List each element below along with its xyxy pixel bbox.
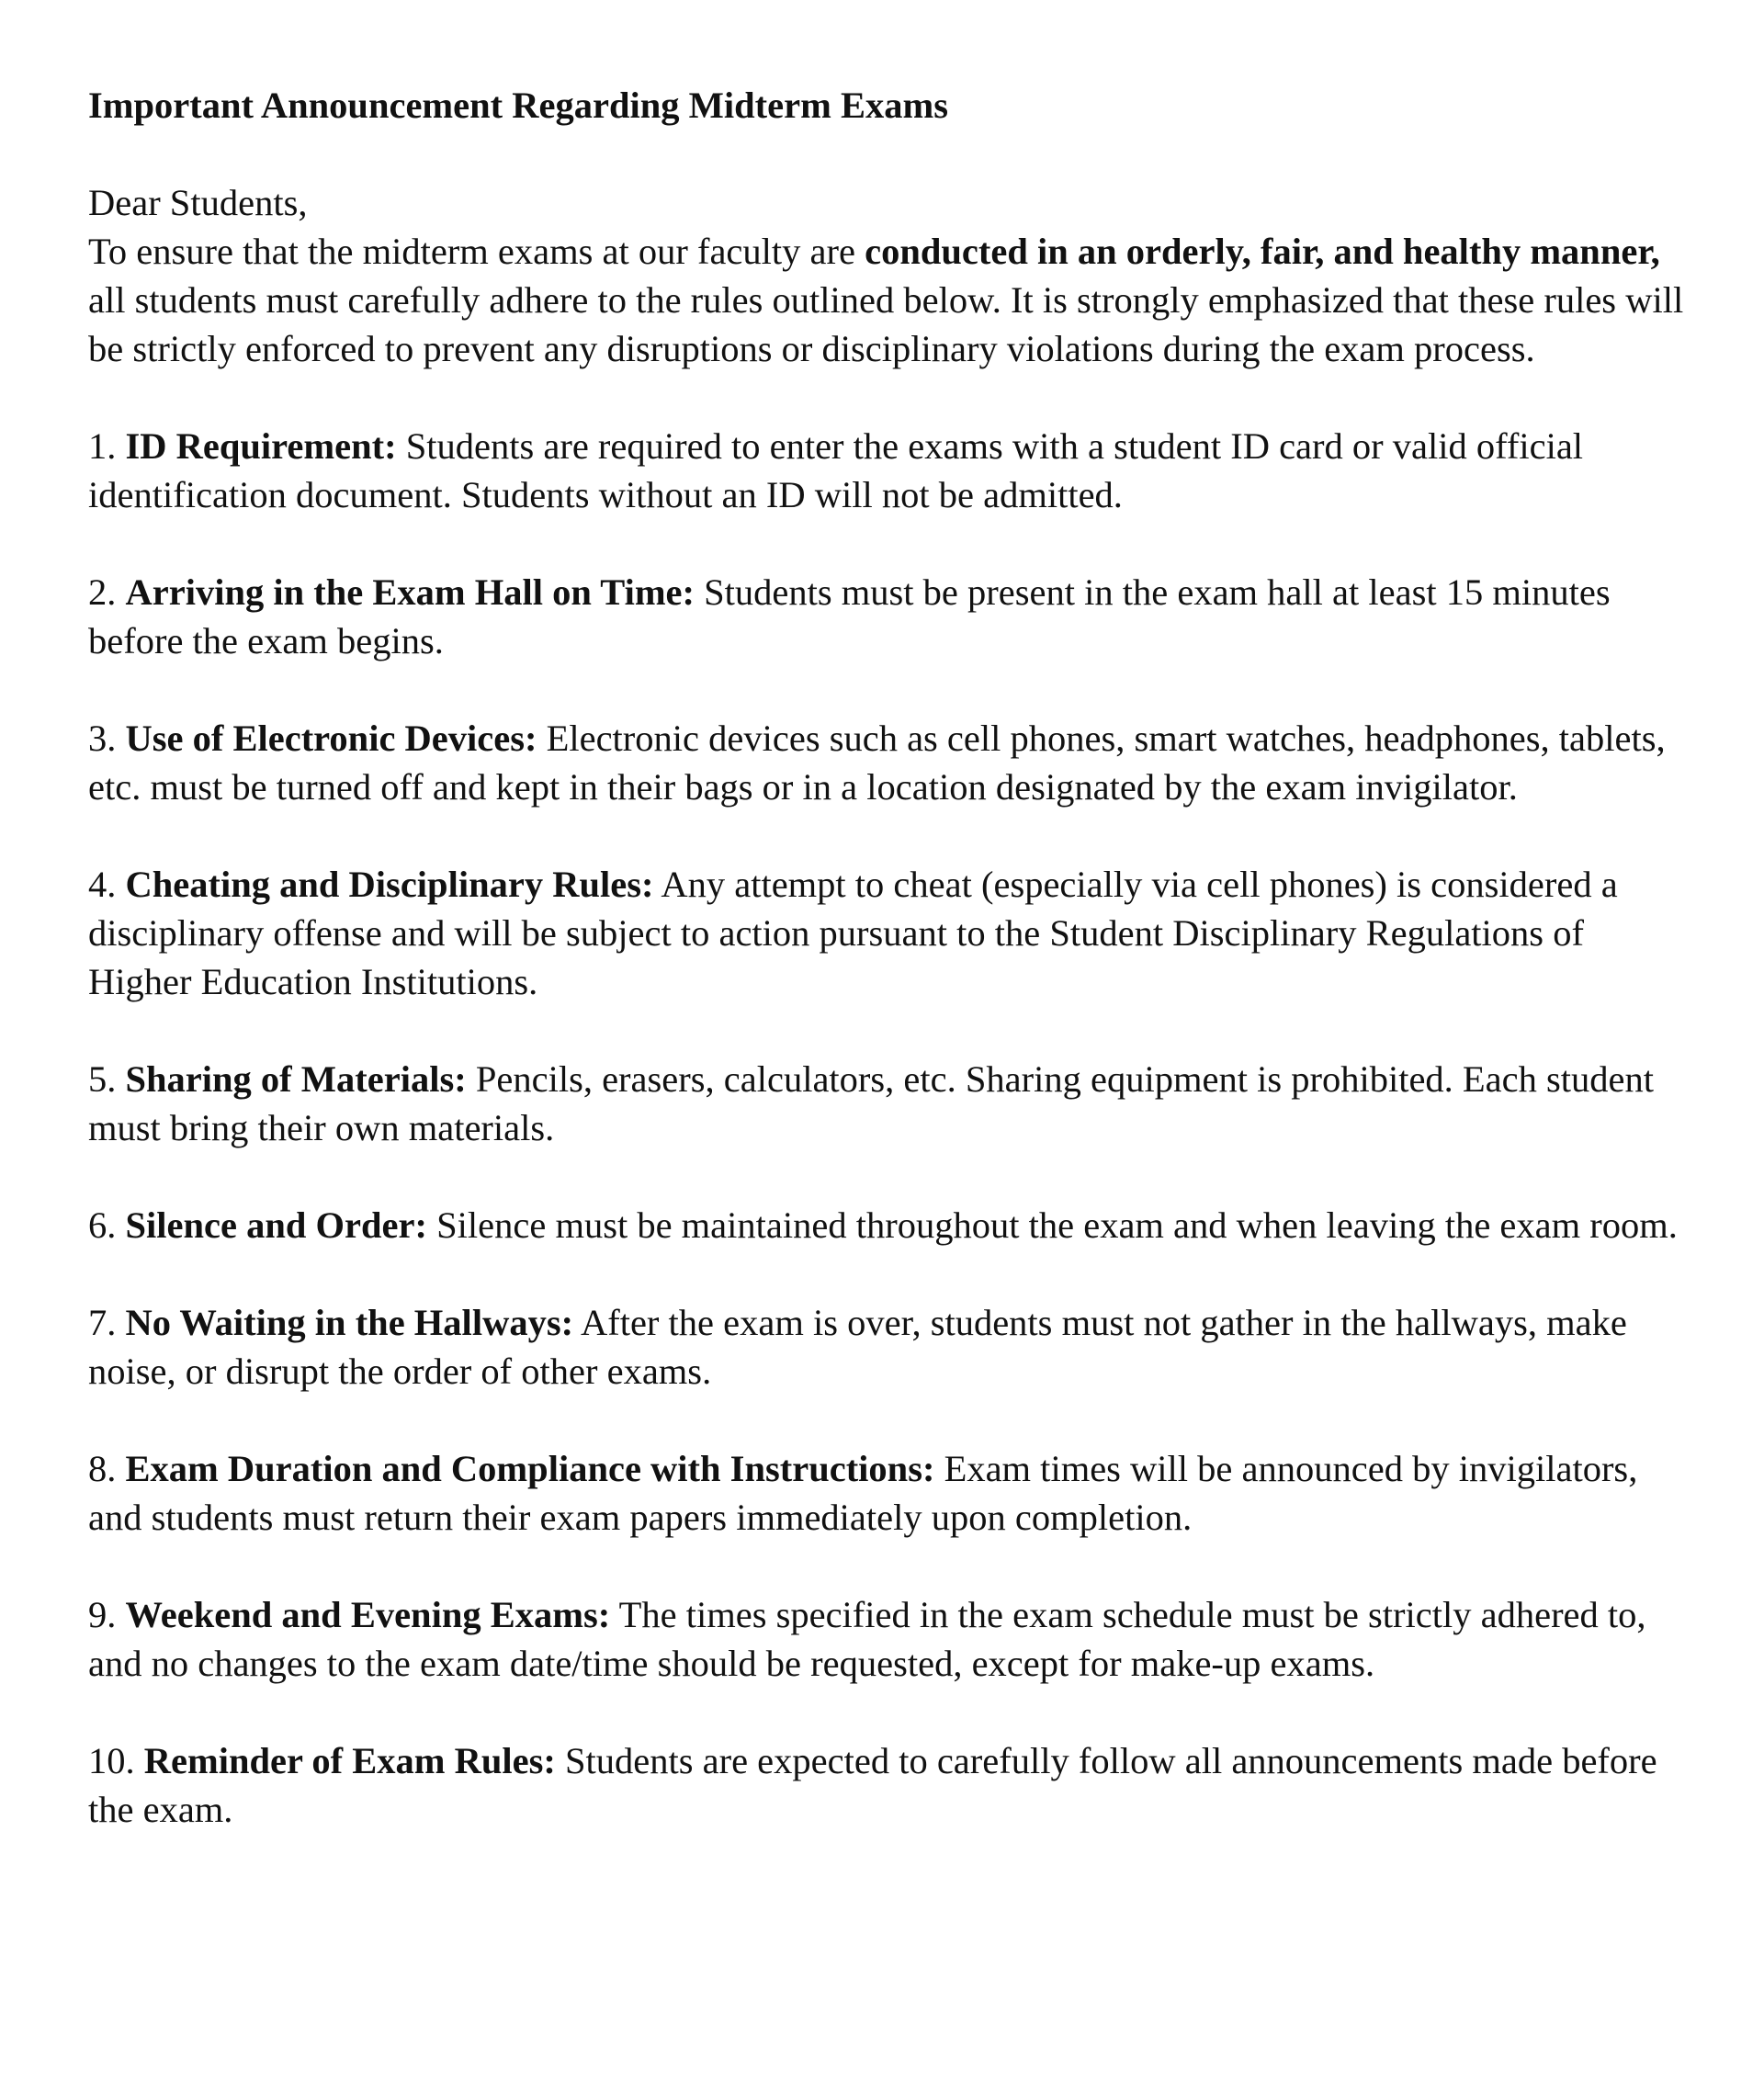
- rule-number: 10.: [88, 1740, 144, 1781]
- rule-heading: No Waiting in the Hallways:: [125, 1302, 574, 1343]
- intro-text-after: all students must carefully adhere to the rules outlined below. It is strongly emphasized that these rules will be strictly enforced to prevent any disruptions or disciplinary violations during the exam process.: [88, 279, 1684, 369]
- rule-item: [88, 1298, 1687, 1396]
- rule-heading: Use of Electronic Devices:: [125, 718, 537, 759]
- intro-text-bold: conducted in an orderly, fair, and healthy manner,: [865, 231, 1660, 272]
- intro-paragraph: [88, 227, 1687, 373]
- rules-list: [88, 422, 1687, 1834]
- rule-text: Students are required to enter the exams with a student ID card or valid official identification document. Students without an ID will not be admitted.: [88, 425, 1584, 515]
- rule-number: 3.: [88, 718, 126, 759]
- rule-heading: Silence and Order:: [125, 1204, 427, 1246]
- salutation: Dear Students,: [88, 182, 308, 223]
- rule-text: Electronic devices such as cell phones, smart watches, headphones, tablets, etc. must be turned off and kept in their bags or in a location designated by the exam invigilator.: [88, 718, 1666, 808]
- rule-number: 8.: [88, 1448, 126, 1489]
- rule-text: Exam times will be announced by invigilators, and students must return their exam papers immediately upon completion.: [88, 1448, 1638, 1538]
- rule-text: Silence must be maintained throughout the exam and when leaving the exam room.: [426, 1204, 1678, 1246]
- rule-number: 7.: [88, 1302, 126, 1343]
- rule-text: Any attempt to cheat (especially via cell phones) is considered a disciplinary offense and will be subject to action pursuant to the Student Disciplinary Regulations of Higher Education Institutions.: [88, 864, 1618, 1002]
- rule-text: Pencils, erasers, calculators, etc. Sharing equipment is prohibited. Each student must bring their own materials.: [88, 1058, 1654, 1148]
- rule-heading: Reminder of Exam Rules:: [143, 1740, 556, 1781]
- rule-item: [88, 1736, 1687, 1834]
- rule-heading: Sharing of Materials:: [125, 1058, 467, 1100]
- rule-heading: Cheating and Disciplinary Rules:: [125, 864, 654, 905]
- rule-item: [88, 714, 1687, 811]
- rule-text: After the exam is over, students must not gather in the hallways, make noise, or disrupt the order of other exams.: [88, 1302, 1627, 1392]
- rule-item: [88, 1201, 1687, 1249]
- rule-item: [88, 1590, 1687, 1688]
- rule-item: [88, 1055, 1687, 1152]
- rule-number: 6.: [88, 1204, 126, 1246]
- rule-text: The times specified in the exam schedule must be strictly adhered to, and no changes to the exam date/time should be requested, except for make-up exams.: [88, 1594, 1646, 1684]
- rule-number: 5.: [88, 1058, 126, 1100]
- rule-item: [88, 1444, 1687, 1542]
- rule-item: [88, 860, 1687, 1006]
- rule-text: Students are expected to carefully follow all announcements made before the exam.: [88, 1740, 1657, 1830]
- rule-item: [88, 422, 1687, 519]
- intro-text-before: To ensure that the midterm exams at our faculty are: [88, 231, 865, 272]
- rule-number: 1.: [88, 425, 126, 467]
- rule-number: 2.: [88, 571, 126, 613]
- rule-heading: Exam Duration and Compliance with Instructions:: [125, 1448, 935, 1489]
- rule-heading: Arriving in the Exam Hall on Time:: [125, 571, 695, 613]
- rule-item: [88, 568, 1687, 665]
- rule-number: 9.: [88, 1594, 126, 1635]
- rule-number: 4.: [88, 864, 126, 905]
- document-page: [88, 81, 1687, 1834]
- rule-text: Students must be present in the exam hall at least 15 minutes before the exam begins.: [88, 571, 1611, 661]
- rule-heading: Weekend and Evening Exams:: [125, 1594, 611, 1635]
- document-title: Important Announcement Regarding Midterm Exams: [88, 85, 948, 126]
- rule-heading: ID Requirement:: [125, 425, 397, 467]
